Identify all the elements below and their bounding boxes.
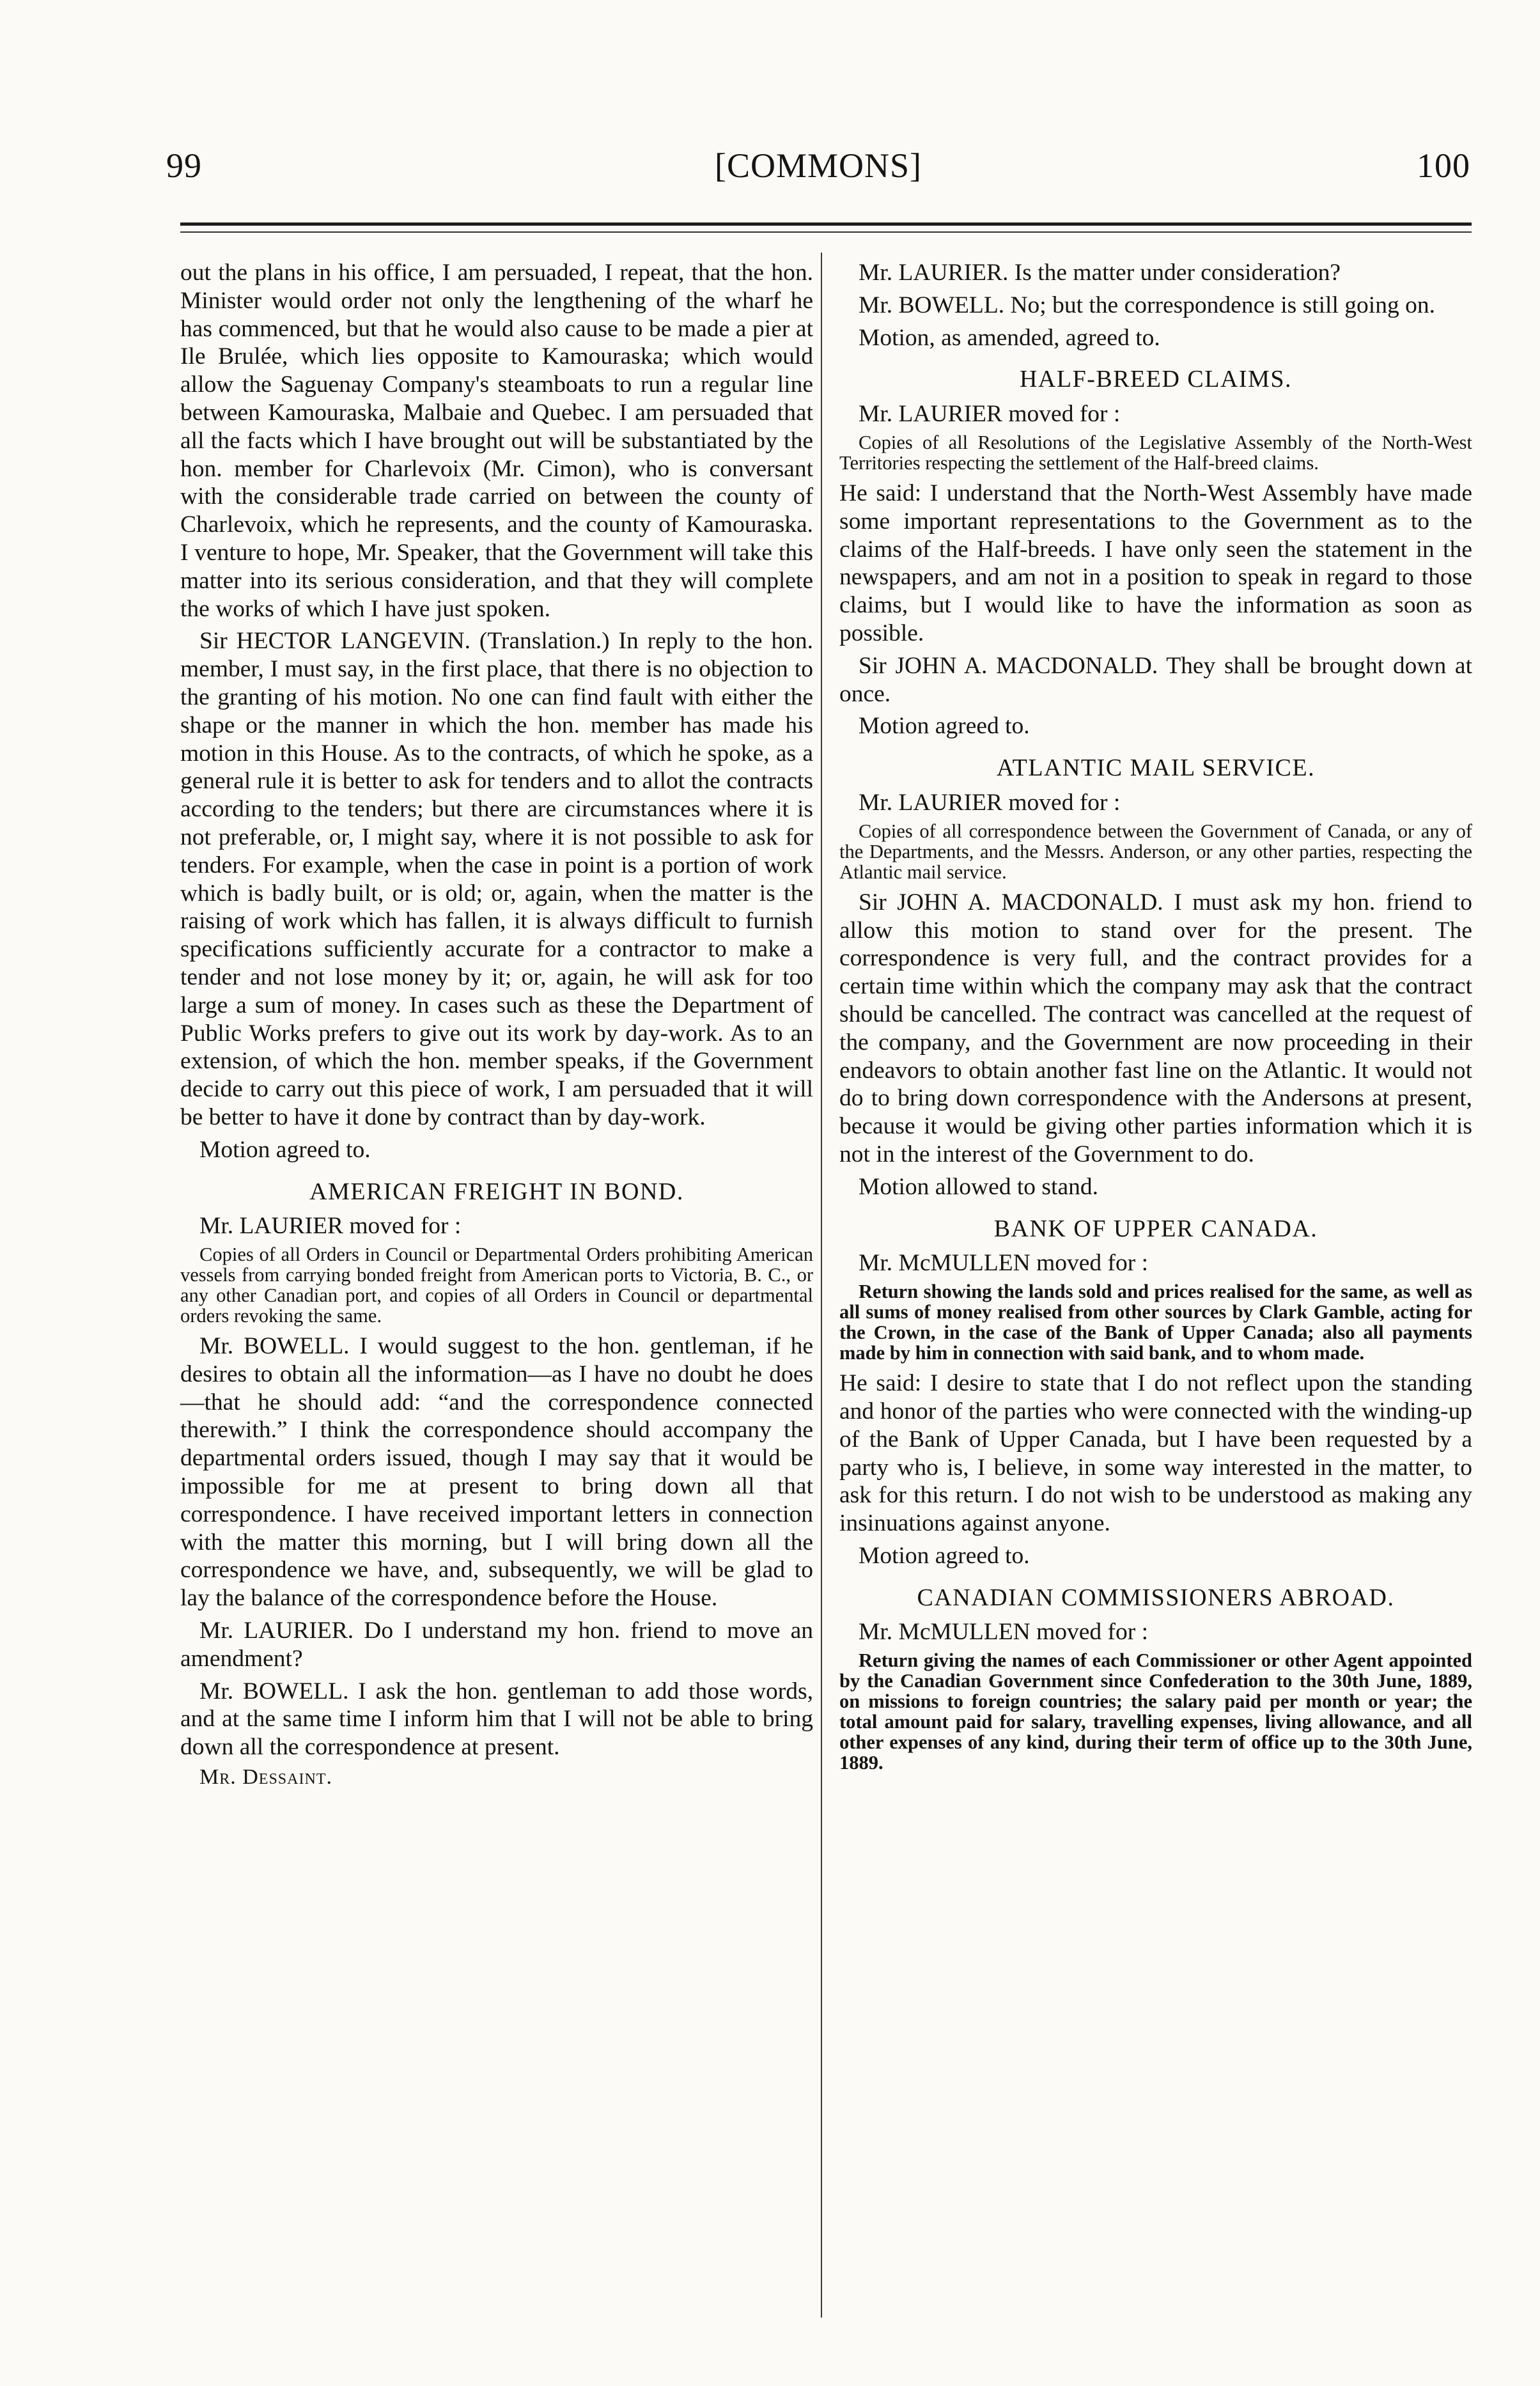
motion-line: Mr. McMULLEN moved for :: [859, 1250, 1149, 1277]
section-heading: CANADIAN COMMISSIONERS ABROAD.: [917, 1584, 1395, 1611]
paragraph: He said: I desire to state that I do not reflect upon the standing and honor of the parties who were connected with the winding-up of the Bank of Upper Canada, but I have been requested by a party who is, I believe, in some way interested in the matter, to ask for this return. I do not wish to be understood as making any insinuations against anyone.: [839, 1370, 1472, 1537]
right-column: [839, 259, 1472, 1779]
section-heading: ATLANTIC MAIL SERVICE.: [996, 754, 1316, 782]
section-heading: AMERICAN FREIGHT IN BOND.: [309, 1178, 684, 1205]
motion-text: Copies of all Orders in Council or Departmental Orders prohibiting American vessels from carrying bonded freight from American ports to Victoria, B. C., or any other Canadian port, and copies of all Orders in Council or departmental orders revoking the same.: [180, 1244, 813, 1327]
paragraph: He said: I understand that the North-West Assembly have made some important representations to the Government as to the claims of the Half-breeds. I have only seen the statement in the newspapers, and am not in a position to speak in regard to those claims, but I would like to have the information as soon as possible.: [839, 480, 1472, 646]
motion-text: Copies of all Resolutions of the Legislative Assembly of the North-West Territories respecting the settlement of the Half-breed claims.: [839, 431, 1472, 474]
paragraph: Motion, as amended, agreed to.: [859, 324, 1160, 351]
page-number-right: 100: [1417, 146, 1470, 185]
page-signature: Mr. Dessaint.: [199, 1765, 332, 1790]
motion-line: Mr. LAURIER moved for :: [859, 789, 1121, 816]
motion-text: Return giving the names of each Commissioner or other Agent appointed by the Canadian Government since Confederation to the 30th June, 1889, on missions to foreign countries; the salary paid per month or year; the total amount paid for salary, travelling expenses, living allowance, and all other expenses of any kind, during their term of office up to the 30th June, 1889.: [839, 1649, 1472, 1774]
paragraph: Mr. BOWELL. I ask the hon. gentleman to add those words, and at the same time I inform him that I will not be able to bring down all the correspondence at present.: [180, 1678, 813, 1761]
header-rule-thin: [180, 231, 1472, 233]
paragraph: Motion agreed to.: [199, 1136, 371, 1163]
paragraph: Motion agreed to.: [859, 1542, 1030, 1569]
column-divider: [821, 253, 822, 2318]
section-heading: HALF-BREED CLAIMS.: [1019, 366, 1293, 393]
paragraph: Mr. LAURIER. Do I understand my hon. friend to move an amendment?: [180, 1618, 813, 1672]
paragraph: Sir HECTOR LANGEVIN. (Translation.) In reply to the hon. member, I must say, in the first place, that there is no objection to the granting of his motion. No one can find fault with either the shape or the manner in which the hon. member has made his motion in this House. As to the contracts, of which he spoke, as a general rule it is better to ask for tenders and to allot the contracts according to the tenders; but there are circumstances where it is not preferable, or, I might say, where it is not possible to ask for tenders. For example, when the case in point is a portion of work which is badly built, or is old; or, again, when the matter is the raising of work which has fallen, it is always difficult to furnish specifications sufficiently accurate for a contractor to make a tender and not lose money by it; or, again, he will ask for too large a sum of money. In cases such as these the Department of Public Works prefers to give out its work by day-work. As to an extension, of which the hon. member speaks, if the Government decide to carry out this piece of work, I am persuaded that it will be better to have it done by contract than by day-work.: [180, 628, 813, 1130]
paragraph: Mr. BOWELL. I would suggest to the hon. gentleman, if he desires to obtain all the information—as I have no doubt he does—that he should add: “and the correspondence connected therewith.” I think the correspondence should accompany the departmental orders issued, though I may say that it would be impossible for me at present to bring down all that correspondence. I have received important letters in connection with the matter this morning, but I will bring down all the correspondence we have, and, subsequently, we will be glad to lay the balance of the correspondence before the House.: [180, 1333, 813, 1612]
page-number-left: 99: [166, 146, 202, 185]
paragraph: Sir JOHN A. MACDONALD. I must ask my hon. friend to allow this motion to stand over for the present. The correspondence is very full, and the contract provides for a certain time within which the company may ask that the contract should be cancelled. The contract was cancelled at the request of the company, and the Government are now proceeding in their endeavors to obtain another fast line on the Atlantic. It would not do to bring down correspondence with the Andersons at present, because it would be giving other parties information which it is not in the interest of the Government to do.: [839, 889, 1472, 1167]
paragraph: Mr. LAURIER. Is the matter under consideration?: [859, 260, 1341, 286]
header-rule-thick: [180, 222, 1472, 226]
paragraph: Motion agreed to.: [859, 713, 1030, 740]
page-title: [COMMONS]: [714, 146, 922, 185]
motion-line: Mr. McMULLEN moved for :: [859, 1619, 1149, 1646]
motion-text: Return showing the lands sold and prices realised for the same, as well as all sums of money realised from other sources by Clark Gamble, acting for the Crown, in the case of the Bank of Upper Canada; also all payments made by him in connection with said bank, and to whom made.: [839, 1281, 1472, 1364]
motion-line: Mr. LAURIER moved for :: [199, 1213, 462, 1240]
paragraph: Sir JOHN A. MACDONALD. They shall be brought down at once.: [839, 652, 1472, 707]
paragraph: Mr. BOWELL. No; but the correspondence is still going on.: [859, 292, 1435, 318]
left-column: [180, 259, 813, 1791]
motion-line: Mr. LAURIER moved for :: [859, 401, 1121, 428]
motion-text: Copies of all correspondence between the Government of Canada, or any of the Departments, and the Messrs. Anderson, or any other parties, respecting the Atlantic mail service.: [839, 820, 1472, 883]
paragraph: out the plans in his office, I am persuaded, I repeat, that the hon. Minister would order not only the lengthening of the wharf he has commenced, but that he would also cause to be made a pier at Ile Brulée, which lies opposite to Kamouraska; which would allow the Saguenay Company's steamboats to run a regular line between Kamouraska, Malbaie and Quebec. I am persuaded that all the facts which I have brought out will be substantiated by the hon. member for Charlevoix (Mr. Cimon), who is conversant with the considerable trade carried on between the county of Charlevoix, which he represents, and the county of Kamouraska. I venture to hope, Mr. Speaker, that the Government will take this matter into its serious consideration, and that they will complete the works of which I have just spoken.: [180, 260, 813, 622]
running-head: [166, 146, 1470, 197]
paragraph: Motion allowed to stand.: [859, 1173, 1098, 1200]
section-heading: BANK OF UPPER CANADA.: [993, 1215, 1318, 1242]
